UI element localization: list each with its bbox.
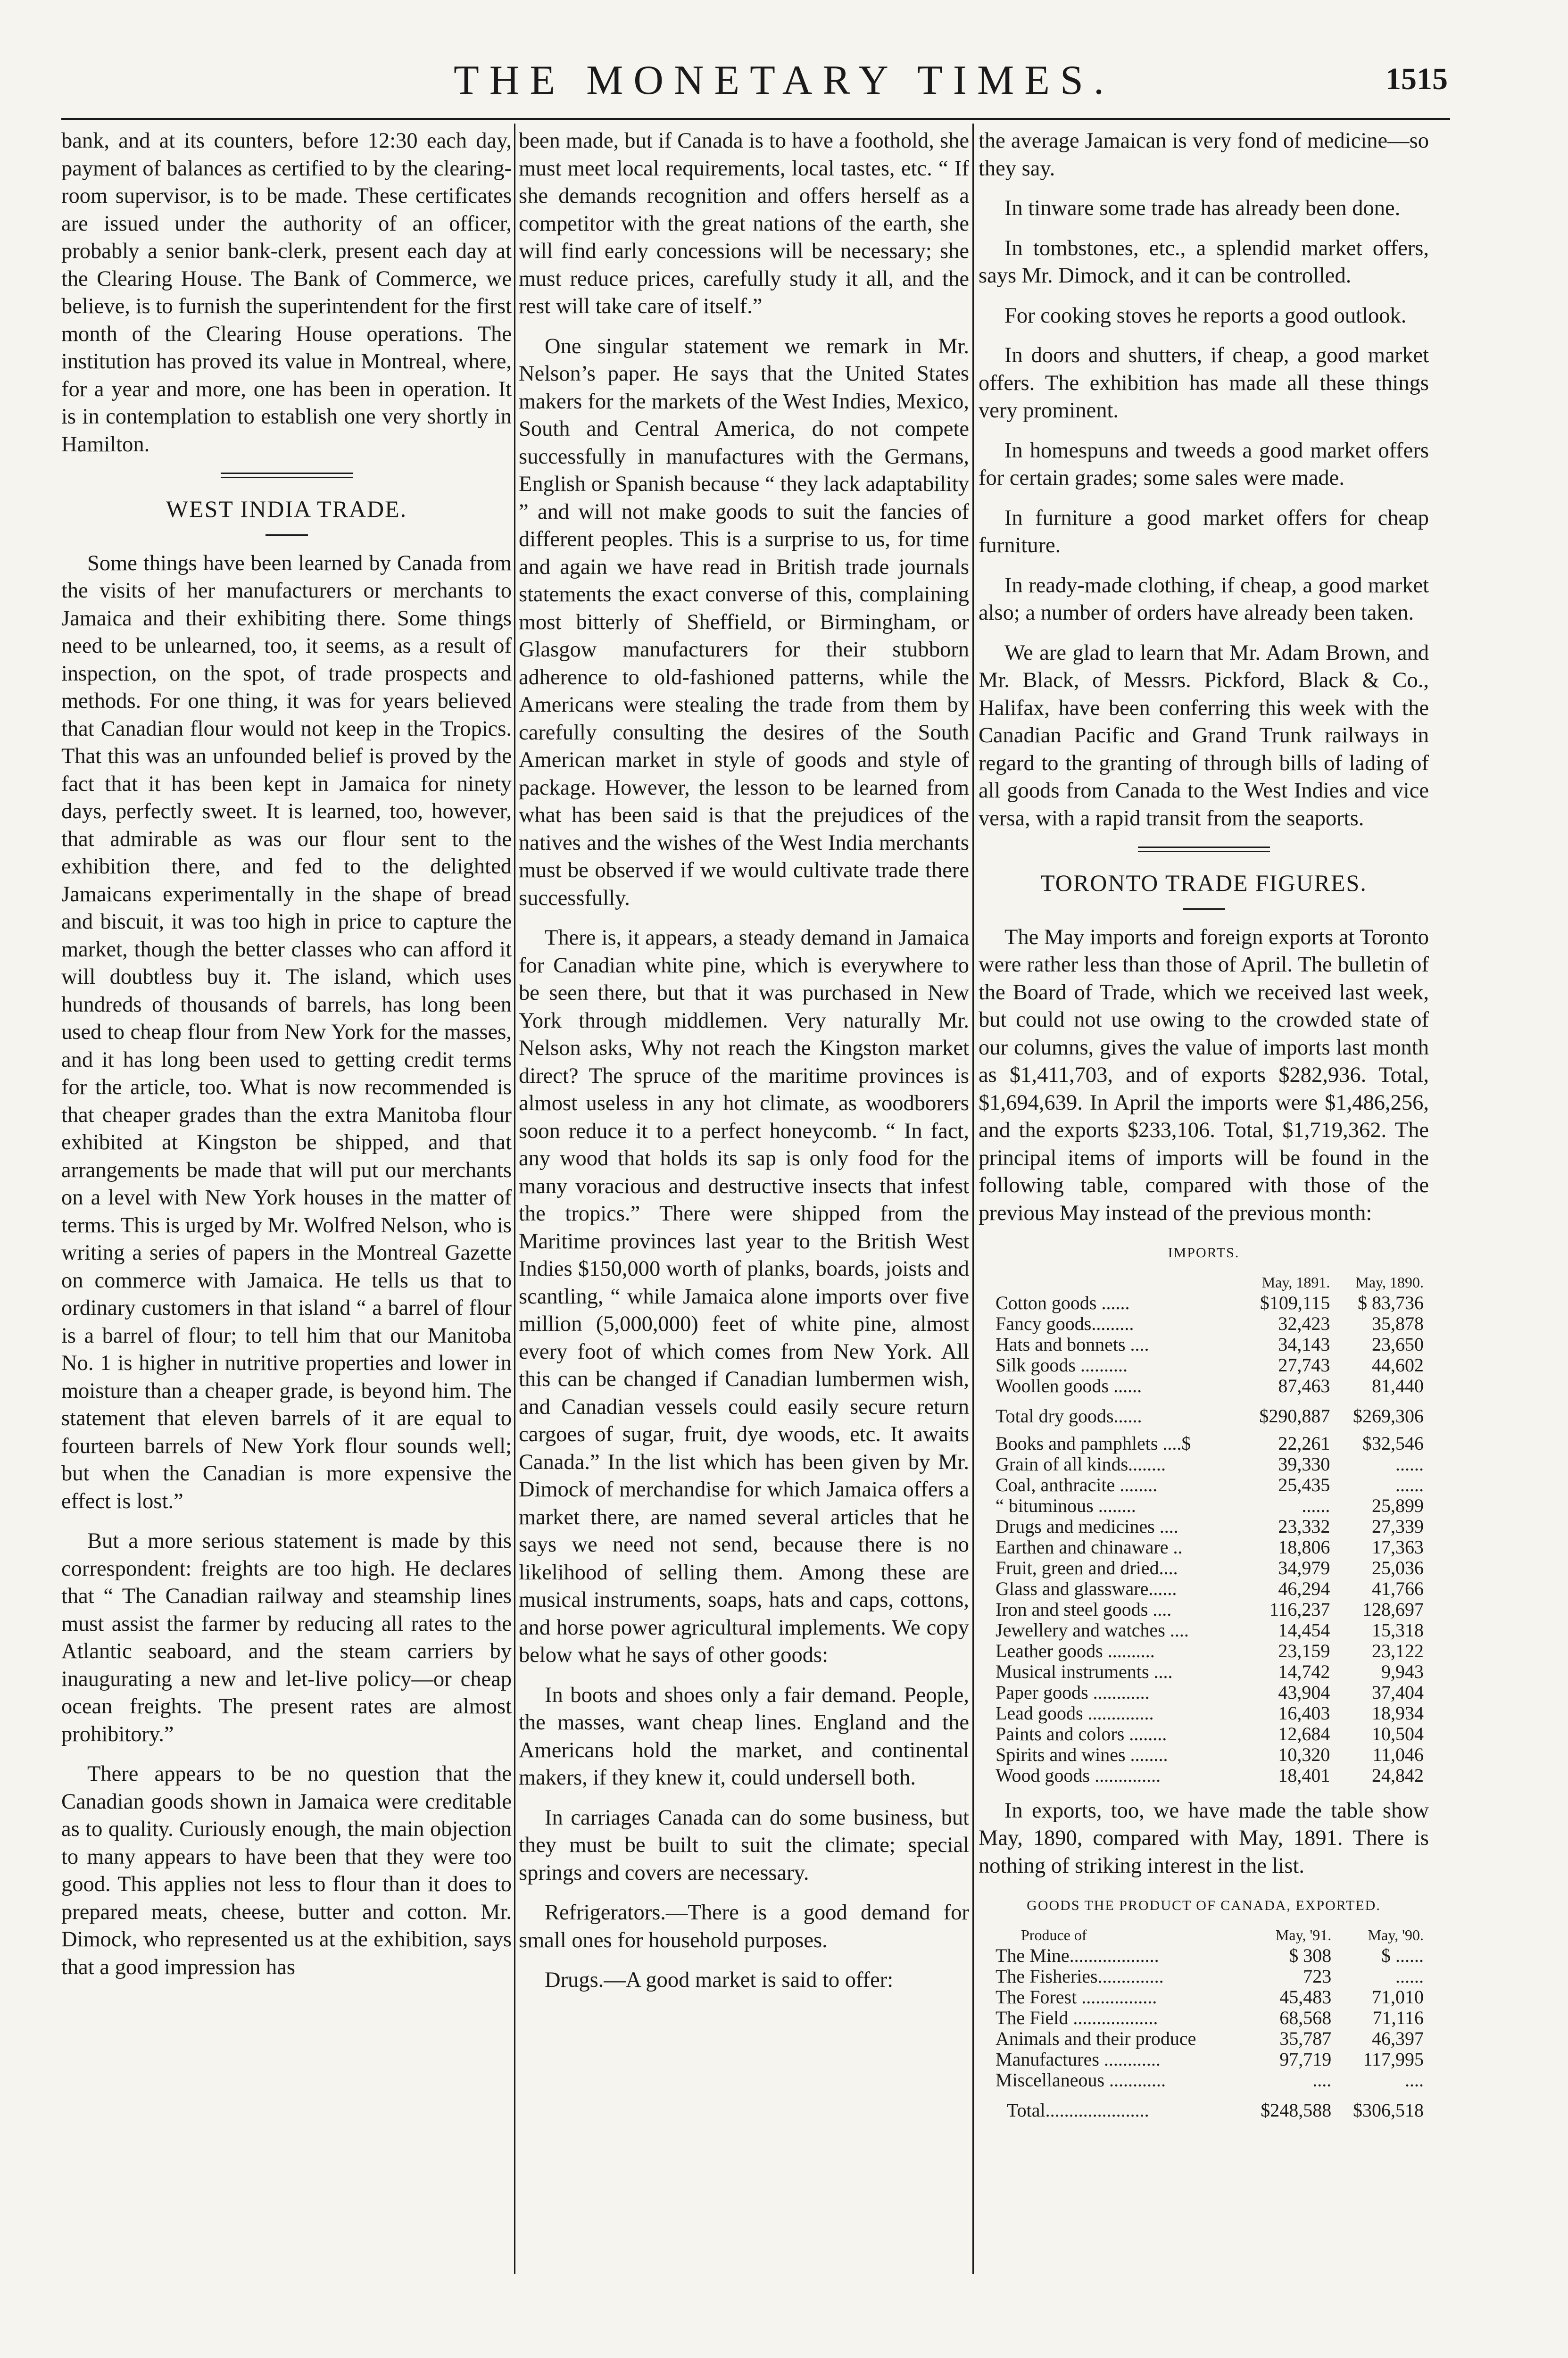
table-row — [993, 1495, 1427, 1516]
table-row — [993, 1744, 1427, 1765]
paragraph: Drugs.—A good market is said to offer: — [545, 1968, 894, 1992]
row-value: 22,261 — [1278, 1432, 1330, 1454]
paragraph: In exports, too, we have made the table show May, 1890, compared with May, 1891. There is nothing of striking interest in the list. — [979, 1798, 1429, 1878]
row-value: ...... — [1395, 1965, 1424, 1987]
table-row — [993, 1724, 1427, 1744]
table-row — [993, 1599, 1427, 1620]
row-value: 18,806 — [1278, 1536, 1330, 1558]
row-value: $ 83,736 — [1358, 1292, 1424, 1313]
table-row — [993, 1433, 1427, 1454]
row-value: 25,036 — [1372, 1557, 1424, 1578]
row-value: 11,046 — [1372, 1744, 1424, 1765]
column-2 — [519, 127, 969, 2278]
paragraph: We are glad to learn that Mr. Adam Brown, and Mr. Black, of Messrs. Pickford, Black & Co., Halifax, have been conferring this week with the Canadian Pacific and Grand Trunk railways in regard to the granting of through bills of lading of all goods from Canada to the West Indies and vice versa, with a rapid transit from the seaports. — [979, 640, 1429, 830]
row-value: 23,122 — [1372, 1640, 1424, 1661]
row-value: 16,403 — [1278, 1702, 1330, 1724]
row-value: 25,899 — [1372, 1495, 1424, 1516]
paragraph: In boots and shoes only a fair demand. People, the masses, want cheap lines. England and the Americans hold the market, and continental makers, if they knew it, could undersell both. — [519, 1683, 969, 1790]
row-value: 23,159 — [1278, 1640, 1330, 1661]
row-label: Fancy goods......... — [996, 1312, 1134, 1334]
row-label: Leather goods .......... — [996, 1640, 1155, 1661]
row-label: Iron and steel goods .... — [996, 1598, 1172, 1620]
table-row — [993, 1620, 1427, 1641]
row-label: The Forest ................ — [996, 1986, 1157, 2008]
paragraph: There is, it appears, a steady demand in Jamaica for Canadian white pine, which is everywhere to be seen there, but that it was purchased in New York through middlemen. Very naturally Mr. Nelson asks, Why not reach the Kingston market direct? The spruce of the maritime provinces is almost useless in any hot climate, as woodborers soon reduce it to a perfect honeycomb. “ In fact, any wood that holds its sap is only food for the many voracious and destructive insects that infest the tropics.” There were shipped from the Maritime provinces last year to the British West Indies $150,000 worth of planks, boards, joists and scantling, “ while Jamaica alone imports over five million (5,000,000) feet of white pine, almost every foot of which comes from New York. All this can be changed if Canadian lumbermen wish, and Canadian vessels could easily secure return cargoes of sugar, fruit, dye woods, etc. It awaits Canada.” In the list which has been given by Mr. Dimock of merchandise for which Jamaica offers a market there, are named several articles that he says we need not send, because there is no likelihood of selling them. Among these are musical instruments, soaps, hats and caps, cottons, and horse power agricultural implements. We copy below what he says of other goods: — [519, 926, 969, 1667]
table-row — [993, 1765, 1427, 1786]
row-label: Books and pamphlets ....$ — [996, 1432, 1191, 1454]
row-label: Paper goods ............ — [996, 1681, 1150, 1703]
paragraph: There appears to be no question that the Canadian goods shown in Jamaica were creditable as to quality. Curiously enough, the main objection to many appears to have been that they were too good. This applies not less to flour than it does to prepared meats, cheese, butter and cotton. Mr. Dimock, who represented us at the exhibition, says that a good impression has — [61, 1762, 512, 1979]
row-value: 34,143 — [1278, 1333, 1330, 1355]
paragraph: In ready-made clothing, if cheap, a good market also; a number of orders have already been taken. — [979, 573, 1429, 625]
row-label: “ bituminous ........ — [996, 1495, 1136, 1516]
row-value: 9,943 — [1381, 1661, 1424, 1682]
row-value: 35,878 — [1372, 1312, 1424, 1334]
row-label: The Mine................... — [996, 1944, 1159, 1966]
row-value: 43,904 — [1278, 1681, 1330, 1703]
table-row — [993, 1945, 1427, 1966]
table-row — [993, 1516, 1427, 1537]
row-value: $109,115 — [1260, 1292, 1330, 1313]
row-value: 45,483 — [1279, 1986, 1332, 2008]
publication-title: THE MONETARY TIMES. — [454, 58, 1114, 103]
row-value: 15,318 — [1372, 1619, 1424, 1641]
column-header: Produce of — [1021, 1926, 1087, 1943]
row-label: Paints and colors ........ — [996, 1723, 1167, 1744]
table-row — [993, 1334, 1427, 1355]
exports-table — [993, 1925, 1427, 2121]
row-label: Manufactures ............ — [996, 2048, 1161, 2070]
column-header: May, '90. — [1368, 1926, 1424, 1943]
column-header: May, 1890. — [1355, 1273, 1424, 1291]
row-value: 10,320 — [1278, 1744, 1330, 1765]
table-row — [993, 1987, 1427, 2008]
paragraph: For cooking stoves he reports a good outlook. — [1004, 303, 1407, 328]
table-row — [993, 2028, 1427, 2049]
table-row — [993, 1558, 1427, 1578]
section-heading: WEST INDIA TRADE. — [166, 496, 407, 522]
row-label: Drugs and medicines .... — [996, 1515, 1178, 1537]
table-row — [993, 1537, 1427, 1558]
section-heading: TORONTO TRADE FIGURES. — [1040, 870, 1367, 896]
table-row — [993, 1578, 1427, 1599]
masthead — [0, 57, 1568, 123]
row-label: Jewellery and watches .... — [996, 1619, 1189, 1641]
paragraph: In furniture a good market offers for cheap furniture. — [979, 506, 1429, 557]
table-row — [993, 1682, 1427, 1703]
paragraph: But a more serious statement is made by this correspondent: freights are too high. He declares that “ The Canadian railway and steamship lines must assist the farmer by reducing all rates to the Atlantic seaboard, and the steam carriers by inaugurating a new and let-live policy—or cheap ocean freights. The present rates are almost prohibitory.” — [61, 1529, 512, 1746]
row-value: ...... — [1395, 1474, 1424, 1495]
header-rule — [61, 118, 1450, 120]
row-label: Animals and their produce — [996, 2027, 1196, 2049]
row-value: 68,568 — [1279, 2007, 1332, 2028]
row-label: Coal, anthracite ........ — [996, 1474, 1158, 1495]
row-value: 117,995 — [1363, 2048, 1424, 2070]
row-value: ...... — [1302, 1495, 1330, 1516]
row-label: Woollen goods ...... — [996, 1375, 1142, 1396]
row-value: 116,237 — [1269, 1598, 1330, 1620]
heading-rule — [1183, 908, 1225, 910]
paragraph: The May imports and foreign exports at Toronto were rather less than those of April. The bulletin of the Board of Trade, which we received last week, but could not use owing to the crowded state of our columns, gives the value of imports last month as $1,411,703, and of exports $282,936. Total, $1,694,639. In April the imports were $1,486,256, and the exports $233,106. Total, $1,719,362. The principal items of imports will be found in the following table, compared with those of the previous May instead of the previous month: — [979, 925, 1429, 1225]
imports-table — [993, 1272, 1427, 1786]
column-divider — [972, 124, 974, 2274]
paragraph: In carriages Canada can do some business, but they must be built to suit the climate; special springs and covers are necessary. — [519, 1805, 969, 1885]
paragraph: the average Jamaican is very fond of medicine—so they say. — [979, 129, 1429, 181]
column-header: May, '91. — [1275, 1926, 1332, 1943]
row-value: 32,423 — [1278, 1312, 1330, 1334]
column-header: May, 1891. — [1261, 1273, 1330, 1291]
row-value: $ 308 — [1289, 1944, 1332, 1966]
section-separator — [221, 473, 353, 478]
row-value: 87,463 — [1278, 1375, 1330, 1396]
paragraph: Some things have been learned by Canada from the visits of her manufacturers or merchants to Jamaica and their exhibiting there. Some things need to be unlearned, too, it seems, as a result of inspection, on the spot, of trade prospects and methods. For one thing, it was for years believed that Canadian flour would not keep in the Tropics. That this was an unfounded belief is proved by the fact that it has been kept in Jamaica for ninety days, perfectly sweet. It is learned, too, however, that admirable as was our flour sent to the exhibition there, and fed to the delighted Jamaicans experimentally in the shape of bread and biscuit, it was too high in price to capture the market, though the better classes who can afford it will doubtless buy it. The island, which uses hundreds of thousands of barrels, has long been used to cheap flour from New York for the masses, and it has long been used to getting credit terms for the article, too. What is now recommended is that cheaper grades than the extra Manitoba flour exhibited at Kingston be shipped, and that arrangements be made that will put our merchants on a level with New York houses in the matter of terms. This is urged by Mr. Wolfred Nelson, who is writing a series of papers in the Montreal Gazette on commerce with Jamaica. He tells us that to ordinary customers in that island “ a barrel of flour is a barrel of flour; to tell him that our Manitoba No. 1 is higher in nutritive properties and lower in moisture than a cheaper grade, is beyond him. The statement that eleven barrels of it are equal to fourteen barrels of New York flour sounds well; but when the Canadian is more expensive the effect is lost.” — [61, 551, 512, 1513]
row-value: 10,504 — [1372, 1723, 1424, 1744]
row-label: Cotton goods ...... — [996, 1292, 1130, 1313]
row-value: 41,766 — [1372, 1578, 1424, 1599]
row-label: Wood goods .............. — [996, 1764, 1161, 1786]
row-label: Miscellaneous ............ — [996, 2069, 1166, 2091]
column-3 — [979, 127, 1429, 2278]
row-value: 81,440 — [1372, 1375, 1424, 1396]
table-row — [993, 1966, 1427, 1987]
row-value: .... — [1405, 2069, 1424, 2091]
row-label: Hats and bonnets .... — [996, 1333, 1149, 1355]
paragraph: been made, but if Canada is to have a foothold, she must meet local requirements, local tastes, etc. “ If she demands recognition and offers herself as a competitor with the great nations of the earth, she will find early concessions will be necessary; she must reduce prices, carefully study it all, and the rest will take care of itself.” — [519, 129, 969, 318]
row-value: 723 — [1303, 1965, 1332, 1987]
row-label: Lead goods .............. — [996, 1702, 1154, 1724]
table-row — [993, 1641, 1427, 1661]
row-value: 18,401 — [1278, 1764, 1330, 1786]
row-value: 71,010 — [1372, 1986, 1424, 2008]
row-value: 14,454 — [1278, 1619, 1330, 1641]
table-row-total: Total dry goods...... $290,887 $269,306 — [996, 1405, 1424, 1427]
row-value: 17,363 — [1372, 1536, 1424, 1558]
row-value: ...... — [1395, 1453, 1424, 1475]
row-label: Earthen and chinaware .. — [996, 1536, 1183, 1558]
row-value: 97,719 — [1279, 2048, 1332, 2070]
paragraph: In homespuns and tweeds a good market offers for certain grades; some sales were made. — [979, 438, 1429, 490]
row-value: 14,742 — [1278, 1661, 1330, 1682]
table-row — [993, 2008, 1427, 2028]
table-row — [993, 2049, 1427, 2070]
table-row — [993, 1661, 1427, 1682]
row-value: 37,404 — [1372, 1681, 1424, 1703]
row-label: Grain of all kinds........ — [996, 1453, 1166, 1475]
imports-table-title: IMPORTS. — [1168, 1245, 1240, 1261]
row-value: 27,339 — [1372, 1515, 1424, 1537]
paragraph: In doors and shutters, if cheap, a good market offers. The exhibition has made all these things very prominent. — [979, 343, 1429, 423]
row-label: The Field .................. — [996, 2007, 1158, 2028]
row-value: 39,330 — [1278, 1453, 1330, 1475]
row-value: $ ...... — [1381, 1944, 1424, 1966]
table-row — [993, 1454, 1427, 1475]
heading-rule — [265, 534, 308, 536]
table-row-total: Total...................... $248,588 $306,518 — [1007, 2099, 1424, 2121]
paragraph: In tinware some trade has already been done. — [1004, 196, 1401, 220]
row-label: Silk goods .......... — [996, 1354, 1128, 1376]
row-label: Musical instruments .... — [996, 1661, 1173, 1682]
row-value: 71,116 — [1372, 2007, 1424, 2028]
row-value: 34,979 — [1278, 1557, 1330, 1578]
row-value: 23,332 — [1278, 1515, 1330, 1537]
row-value: 25,435 — [1278, 1474, 1330, 1495]
column-divider — [514, 124, 515, 2274]
table-row — [993, 1703, 1427, 1724]
paragraph: bank, and at its counters, before 12:30 each day, payment of balances as certified to by the clearing-room supervisor, is to be made. These certificates are issued under the authority of an officer, probably a senior bank-clerk, present each day at the Clearing House. The Bank of Commerce, we believe, is to furnish the superintendent for the first month of the Clearing House operations. The institution has proved its value in Montreal, where, for a year and more, one has been in operation. It is in contemplation to establish one very shortly in Hamilton. — [61, 129, 512, 457]
section-separator — [1138, 847, 1270, 852]
table-row — [993, 1355, 1427, 1376]
row-value: 23,650 — [1372, 1333, 1424, 1355]
paragraph: One singular statement we remark in Mr. Nelson’s paper. He says that the United States makers for the markets of the West Indies, Mexico, South and Central America, do not compete successfully in manufactures with the Germans, English or Spanish because “ they lack adaptability ” and will not make goods to suit the fancies of different peoples. This is a surprise to us, for time and again we have read in British trade journals statements the exact converse of this, complaining most bitterly of Sheffield, or Birmingham, or Glasgow manufacturers for their stubborn adherence to old-fashioned patterns, while the Americans were stealing the trade from them by carefully consulting the desires of the South American market in style of goods and style of package. However, the lesson to be learned from what has been said is that the prejudices of the natives and the wishes of the West India merchants must be observed if we would cultivate trade there successfully. — [519, 334, 969, 910]
row-value: 27,743 — [1278, 1354, 1330, 1376]
table-row — [993, 2070, 1427, 2091]
exports-table-title: GOODS THE PRODUCT OF CANADA, EXPORTED. — [1027, 1898, 1381, 1913]
paragraph: Refrigerators.—There is a good demand for small ones for household purposes. — [519, 1901, 969, 1952]
row-label: The Fisheries.............. — [996, 1965, 1164, 1987]
row-value: 12,684 — [1278, 1723, 1330, 1744]
row-value: 35,787 — [1279, 2027, 1332, 2049]
row-value: 44,602 — [1372, 1354, 1424, 1376]
row-value: $32,546 — [1362, 1432, 1424, 1454]
table-row — [993, 1475, 1427, 1495]
table-row — [993, 1313, 1427, 1334]
row-value: .... — [1312, 2069, 1332, 2091]
row-label: Glass and glassware...... — [996, 1578, 1177, 1599]
row-value: 46,294 — [1278, 1578, 1330, 1599]
column-1 — [61, 127, 512, 2278]
row-value: 128,697 — [1362, 1598, 1424, 1620]
row-value: 18,934 — [1372, 1702, 1424, 1724]
paragraph: In tombstones, etc., a splendid market offers, says Mr. Dimock, and it can be controlled. — [979, 236, 1429, 288]
row-value: 46,397 — [1372, 2027, 1424, 2049]
table-row — [993, 1293, 1427, 1313]
row-label: Fruit, green and dried.... — [996, 1557, 1178, 1578]
row-label: Spirits and wines ........ — [996, 1744, 1168, 1765]
row-value: 24,842 — [1372, 1764, 1424, 1786]
page-number: 1515 — [1385, 62, 1448, 96]
table-row — [993, 1376, 1427, 1396]
